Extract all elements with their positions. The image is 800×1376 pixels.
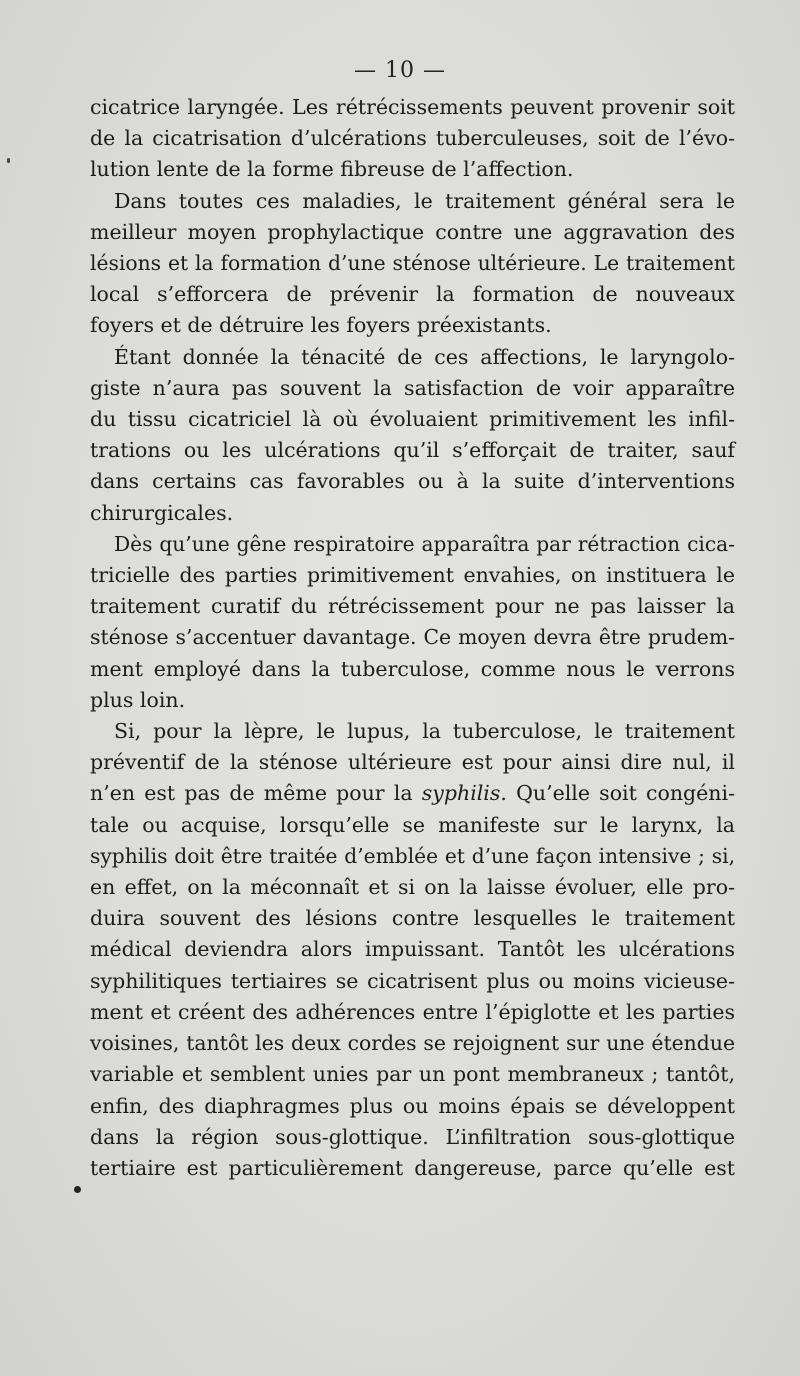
- text-run: n’en est pas de même pour la: [90, 781, 422, 806]
- text-line: syphilis doit être traitée d’emblée et d’une façon intensive ; si,: [90, 843, 735, 868]
- text-line: dans la région sous-glottique. L’infiltration sous-glottique: [90, 1124, 735, 1149]
- paragraph-4: [90, 529, 735, 716]
- italic-term: syphilis: [421, 781, 501, 806]
- text-line: tricielle des parties primitivement envahies, on instituera le: [90, 563, 735, 588]
- text-line: sténose s’accentuer davantage. Ce moyen devra être prudem-: [90, 625, 735, 650]
- paragraph-5: [90, 716, 735, 1184]
- text-line: de la cicatrisation d’ulcérations tuberculeuses, soit de l’évo-: [90, 126, 735, 151]
- text-line: du tissu cicatriciel là où évoluaient primitivement les infil-: [90, 407, 735, 432]
- text-line: tale ou acquise, lorsqu’elle se manifeste sur le larynx, la: [90, 812, 735, 837]
- text-line: variable et semblent unies par un pont membraneux ; tantôt,: [90, 1062, 735, 1087]
- text-line: duira souvent des lésions contre lesquelles le traitement: [90, 906, 735, 931]
- text-line: voisines, tantôt les deux cordes se rejoignent sur une étendue: [90, 1031, 735, 1056]
- text-line: ment et créent des adhérences entre l’épiglotte et les parties: [90, 999, 735, 1024]
- text-line: chirurgicales.: [90, 500, 234, 525]
- text-line: enfin, des diaphragmes plus ou moins épais se développent: [90, 1093, 735, 1118]
- text-line: dans certains cas favorables ou à la suite d’interventions: [90, 469, 735, 494]
- text-line: giste n’aura pas souvent la satisfaction de voir apparaître: [90, 375, 735, 400]
- text-line: lution lente de la forme fibreuse de l’affection.: [90, 157, 574, 182]
- text-line: tertiaire est particulièrement dangereuse, parce qu’elle est: [90, 1155, 735, 1180]
- body-text: [90, 92, 735, 1184]
- text-line: Dans toutes ces maladies, le traitement général sera le: [114, 188, 735, 213]
- text-line: Dès qu’une gêne respiratoire apparaîtra par rétraction cica-: [114, 531, 735, 556]
- paragraph-2: [90, 186, 735, 342]
- text-line: Si, pour la lèpre, le lupus, la tuberculose, le traitement: [114, 719, 735, 744]
- page-number: — 10 —: [354, 58, 446, 83]
- paragraph-1: [90, 92, 735, 186]
- text-line: cicatrice laryngée. Les rétrécissements peuvent provenir soit: [90, 95, 735, 119]
- text-line-with-italic: [90, 778, 735, 809]
- paragraph-3: [90, 342, 735, 529]
- text-line: plus loin.: [90, 687, 186, 712]
- text-line: local s’efforcera de prévenir la formation de nouveaux: [90, 282, 735, 307]
- paper-speck: [7, 158, 10, 163]
- text-line: Étant donnée la ténacité de ces affections, le laryngolo-: [114, 344, 735, 369]
- text-line: préventif de la sténose ultérieure est pour ainsi dire nul, il: [90, 750, 735, 775]
- text-line: foyers et de détruire les foyers préexistants.: [90, 313, 552, 338]
- margin-mark: [74, 1186, 81, 1193]
- text-line: traitement curatif du rétrécissement pour ne pas laisser la: [90, 594, 735, 619]
- text-line: syphilitiques tertiaires se cicatrisent plus ou moins vicieuse-: [90, 968, 735, 993]
- text-line: ment employé dans la tuberculose, comme nous le verrons: [90, 656, 735, 681]
- text-line: en effet, on la méconnaît et si on la laisse évoluer, elle pro-: [90, 875, 735, 900]
- text-line: trations ou les ulcérations qu’il s’efforçait de traiter, sauf: [90, 438, 735, 463]
- text-line: meilleur moyen prophylactique contre une aggravation des: [90, 219, 735, 244]
- text-line: médical deviendra alors impuissant. Tantôt les ulcérations: [90, 937, 735, 962]
- text-run: . Qu’elle soit congéni-: [500, 781, 735, 806]
- text-line: lésions et la formation d’une sténose ultérieure. Le traitement: [90, 251, 735, 276]
